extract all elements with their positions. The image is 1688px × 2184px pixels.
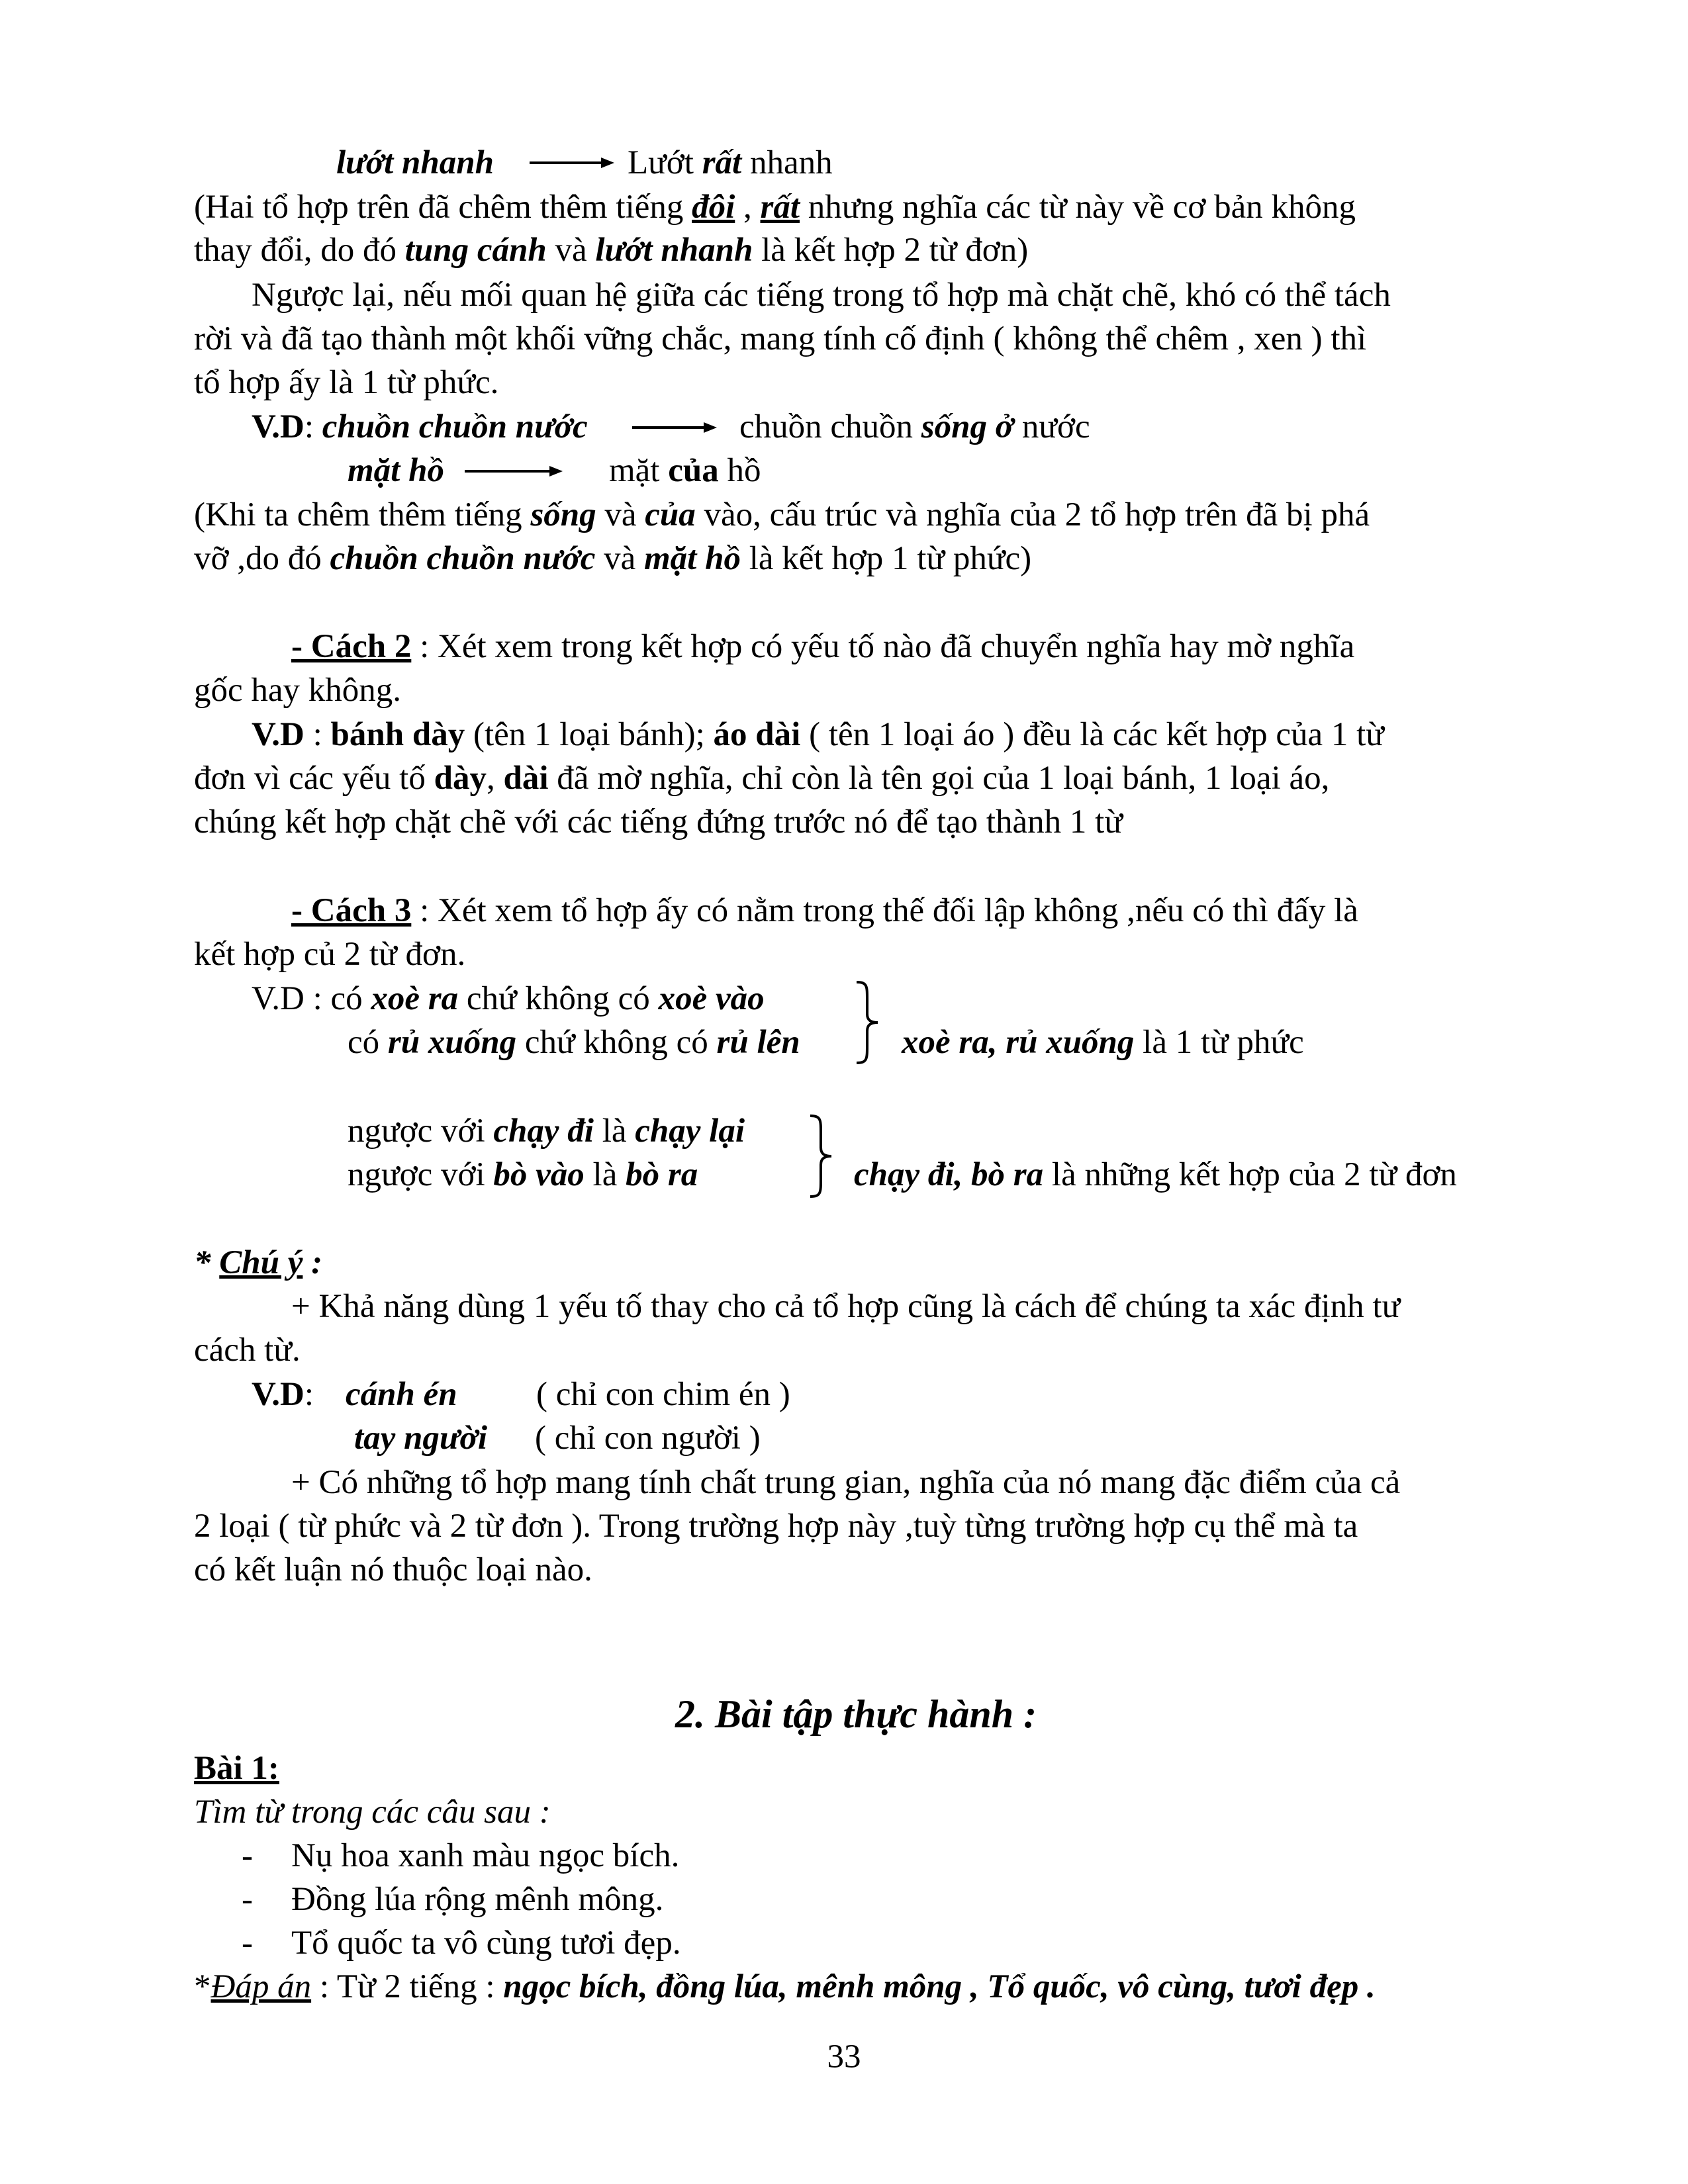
example-line: V.D : có xoè ra chứ không có xoè vào: [252, 980, 765, 1017]
paragraph-line: kết hợp củ 2 từ đơn.: [194, 936, 466, 973]
paragraph-line: cách từ.: [194, 1332, 301, 1369]
paragraph-line: + Khả năng dùng 1 yếu tố thay cho cả tổ hợp cũng là cách để chúng ta xác định tư: [291, 1288, 1401, 1325]
arrow-icon: [632, 421, 718, 434]
note-heading: * Chú ý :: [194, 1244, 323, 1281]
answer-line: *Đáp án : Từ 2 tiếng : ngọc bích, đồng lúa, mênh mông , Tổ quốc, vô cùng, tươi đẹp .: [194, 1968, 1376, 2005]
example-result: chuồn chuồn sống ở nước: [739, 408, 1090, 445]
list-bullet: -: [242, 1881, 253, 1918]
example-word: tay người: [354, 1420, 488, 1457]
paragraph-line: Ngược lại, nếu mối quan hệ giữa các tiếng trong tổ hợp mà chặt chẽ, khó có thể tách: [252, 277, 1391, 314]
paragraph-line: có kết luận nó thuộc loại nào.: [194, 1551, 592, 1588]
example-line: có rủ xuống chứ không có rủ lên: [348, 1024, 800, 1061]
paragraph-line: tổ hợp ấy là 1 từ phức.: [194, 364, 499, 401]
list-bullet: -: [242, 1925, 253, 1962]
example-line: V.D : bánh dày (tên 1 loại bánh); áo dài ( tên 1 loại áo ) đều là các kết hợp của 1 từ: [252, 716, 1384, 753]
paragraph-line: đơn vì các yếu tố dày, dài đã mờ nghĩa, chỉ còn là tên gọi của 1 loại bánh, 1 loại áo,: [194, 760, 1330, 797]
conclusion-line: xoè ra, rủ xuống là 1 từ phức: [902, 1024, 1304, 1061]
page-number: 33: [827, 2038, 861, 2075]
section-title: 2. Bài tập thực hành :: [675, 1692, 1037, 1736]
paragraph-line: gốc hay không.: [194, 672, 402, 709]
example-line: V.D:: [252, 1376, 314, 1413]
example-line: ngược với chạy đi là chạy lại: [348, 1113, 745, 1150]
method-2-heading: - Cách 2 : Xét xem trong kết hợp có yếu tố nào đã chuyển nghĩa hay mờ nghĩa: [291, 628, 1355, 665]
conclusion-line: chạy đi, bò ra là những kết hợp của 2 từ đơn: [854, 1156, 1457, 1193]
example-result: Lướt rất nhanh: [628, 144, 833, 181]
paragraph-line: (Hai tổ hợp trên đã chêm thêm tiếng đôi , rất nhưng nghĩa các từ này về cơ bản không: [194, 189, 1356, 226]
paragraph-line: (Khi ta chêm thêm tiếng sống và của vào, cấu trúc và nghĩa của 2 tổ hợp trên đã bị phá: [194, 496, 1370, 533]
example-word: cánh én: [346, 1376, 457, 1413]
arrow-icon: [465, 465, 564, 478]
example-word: mặt hồ: [348, 452, 444, 489]
example-word: lướt nhanh: [336, 144, 494, 181]
list-item: Đồng lúa rộng mênh mông.: [291, 1881, 664, 1918]
example-meaning: ( chỉ con người ): [535, 1420, 761, 1457]
arrow-icon: [530, 156, 616, 169]
paragraph-line: vỡ ,do đó chuồn chuồn nước và mặt hồ là kết hợp 1 từ phức): [194, 540, 1032, 577]
exercise-prompt: Tìm từ trong các câu sau :: [194, 1794, 551, 1831]
example-meaning: ( chỉ con chim én ): [536, 1376, 790, 1413]
example-line: ngược với bò vào là bò ra: [348, 1156, 698, 1193]
exercise-title: Bài 1:: [194, 1750, 279, 1787]
paragraph-line: 2 loại ( từ phức và 2 từ đơn ). Trong trường hợp này ,tuỳ từng trường hợp cụ thể mà ta: [194, 1508, 1358, 1545]
paragraph-line: rời và đã tạo thành một khối vững chắc, mang tính cố định ( không thể chêm , xen ) thì: [194, 320, 1367, 357]
example-line: V.D: chuồn chuồn nước: [252, 408, 588, 445]
list-item: Tổ quốc ta vô cùng tươi đẹp.: [291, 1925, 681, 1962]
list-item: Nụ hoa xanh màu ngọc bích.: [291, 1837, 680, 1874]
curly-brace-icon: [854, 979, 882, 1066]
example-line-luot-nhanh: [336, 142, 494, 184]
curly-brace-icon: [808, 1113, 835, 1199]
paragraph-line: thay đổi, do đó tung cánh và lướt nhanh là kết hợp 2 từ đơn): [194, 232, 1029, 269]
method-3-heading: - Cách 3 : Xét xem tổ hợp ấy có nằm trong thế đối lập không ,nếu có thì đấy là: [291, 892, 1358, 929]
example-result: mặt của hồ: [609, 452, 761, 489]
paragraph-line: chúng kết hợp chặt chẽ với các tiếng đứng trước nó để tạo thành 1 từ: [194, 803, 1123, 841]
paragraph-line: + Có những tổ hợp mang tính chất trung gian, nghĩa của nó mang đặc điểm của cả: [291, 1464, 1401, 1501]
list-bullet: -: [242, 1837, 253, 1874]
